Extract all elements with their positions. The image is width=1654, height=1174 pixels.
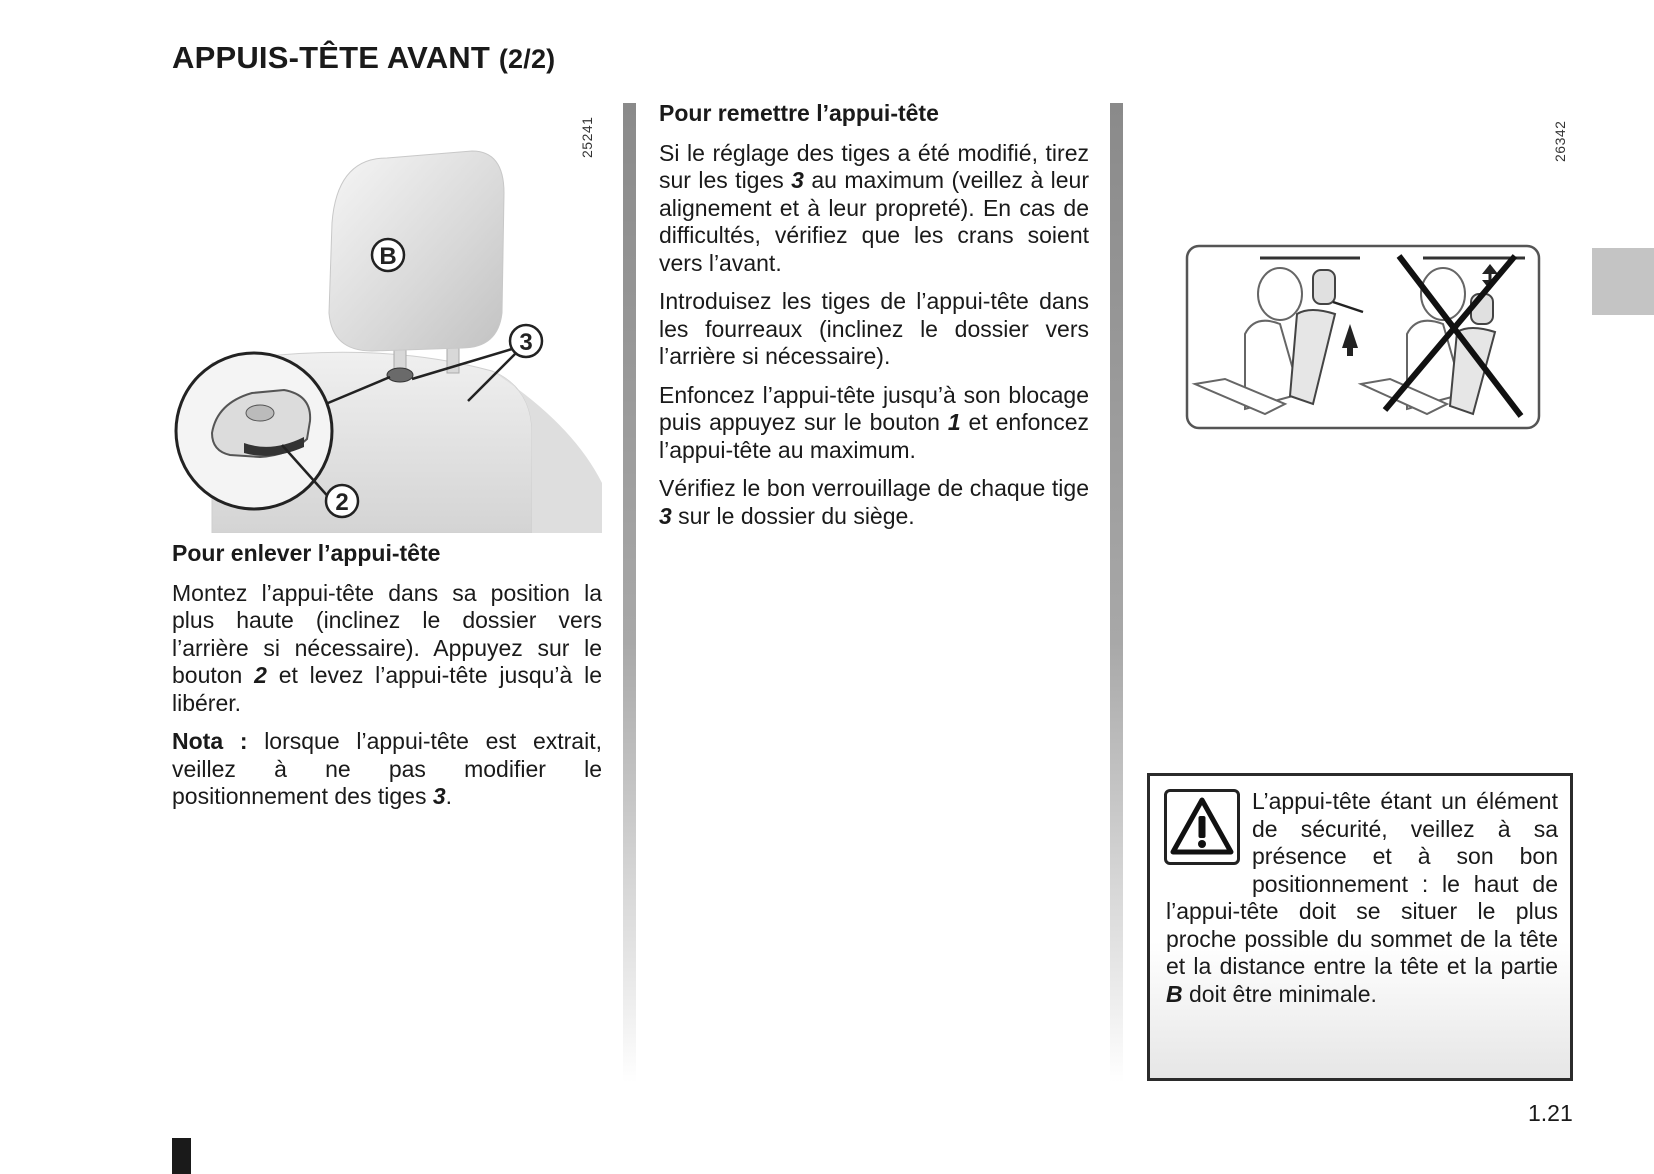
middle-column bbox=[659, 100, 1089, 541]
position-illustration bbox=[1185, 244, 1541, 430]
warning-text bbox=[1166, 788, 1558, 1008]
title-main: APPUIS-TÊTE AVANT bbox=[172, 40, 491, 75]
warning-text-a: L’appui-tête étant un élément de sécurité, veillez à sa présence et à son bon positionnement : le haut de l’appui-tête doit se situer le plus proche possible du sommet de la tête et la distance entre la tête et la partie bbox=[1166, 788, 1558, 979]
callout-3: 3 bbox=[519, 329, 533, 356]
title-part: (2/2) bbox=[498, 44, 556, 74]
nota-number: 3 bbox=[432, 783, 446, 809]
middle-p3-text-a: Enfoncez l’appui-tête jusqu’à son blocage puis appuyez sur le bouton bbox=[659, 381, 1089, 435]
left-paragraph-1 bbox=[172, 580, 602, 718]
middle-paragraph-3 bbox=[659, 382, 1089, 465]
nota-label: Nota : bbox=[172, 728, 248, 754]
headrest-position-figure bbox=[1185, 244, 1541, 430]
middle-p4-text-b: sur le dossier du siège. bbox=[671, 502, 915, 529]
callout-2: 2 bbox=[335, 489, 349, 516]
callout-b: B bbox=[379, 243, 397, 270]
middle-paragraph-2: Introduisez les tiges de l’appui-tête dans les fourreaux (inclinez le dossier vers l’arrière si nécessaire). bbox=[659, 288, 1089, 369]
left-nota bbox=[172, 728, 602, 811]
page-title bbox=[172, 40, 555, 76]
middle-paragraph-4 bbox=[659, 475, 1089, 530]
middle-p3-number: 1 bbox=[947, 409, 961, 435]
middle-paragraph-1 bbox=[659, 140, 1089, 278]
middle-p4-text-a: Vérifiez le bon verrouillage de chaque tige bbox=[659, 475, 1089, 501]
middle-p1-text-a: Si le réglage des tiges a été modifié, tirez sur les tiges bbox=[659, 139, 1089, 193]
warning-part-letter: B bbox=[1166, 980, 1183, 1007]
column-divider-right bbox=[1110, 103, 1123, 1083]
page-number: 1.21 bbox=[1528, 1100, 1573, 1126]
right-figure-ref: 26342 bbox=[1552, 120, 1568, 162]
left-p1-text-a: Montez l’appui-tête dans sa position la plus haute (inclinez le dossier vers l’arrière si nécessaire). Appuyez sur le bouton bbox=[172, 579, 602, 688]
column-divider-left bbox=[623, 103, 636, 1083]
headrest-illustration bbox=[172, 103, 602, 533]
chapter-tab-marker bbox=[1592, 248, 1654, 315]
warning-box bbox=[1147, 773, 1573, 1081]
middle-p1-number: 3 bbox=[791, 167, 804, 193]
middle-p4-number: 3 bbox=[659, 502, 672, 529]
left-figure-ref: 25241 bbox=[579, 116, 595, 158]
nota-text-b: . bbox=[445, 783, 453, 809]
middle-p1-text-b: au maximum (veillez à leur alignement et à leur propreté). En cas de difficultés, vérifiez que les crans soient vers l’avant. bbox=[659, 167, 1089, 276]
left-p1-number: 2 bbox=[254, 662, 267, 688]
corner-mark bbox=[172, 1138, 191, 1174]
middle-p3-text-b: et enfoncez l’appui-tête au maximum. bbox=[659, 409, 1089, 463]
left-p1-text-b: et levez l’appui-tête jusqu’à le libérer. bbox=[172, 662, 602, 716]
middle-heading: Pour remettre l’appui-tête bbox=[659, 100, 939, 126]
left-heading: Pour enlever l’appui-tête bbox=[172, 540, 441, 566]
nota-text-a: lorsque l’appui-tête est extrait, veillez à ne pas modifier le positionnement des tiges bbox=[172, 728, 602, 809]
warning-text-c: doit être minimale. bbox=[1182, 980, 1377, 1007]
left-column bbox=[172, 540, 602, 822]
headrest-removal-figure bbox=[172, 103, 602, 533]
